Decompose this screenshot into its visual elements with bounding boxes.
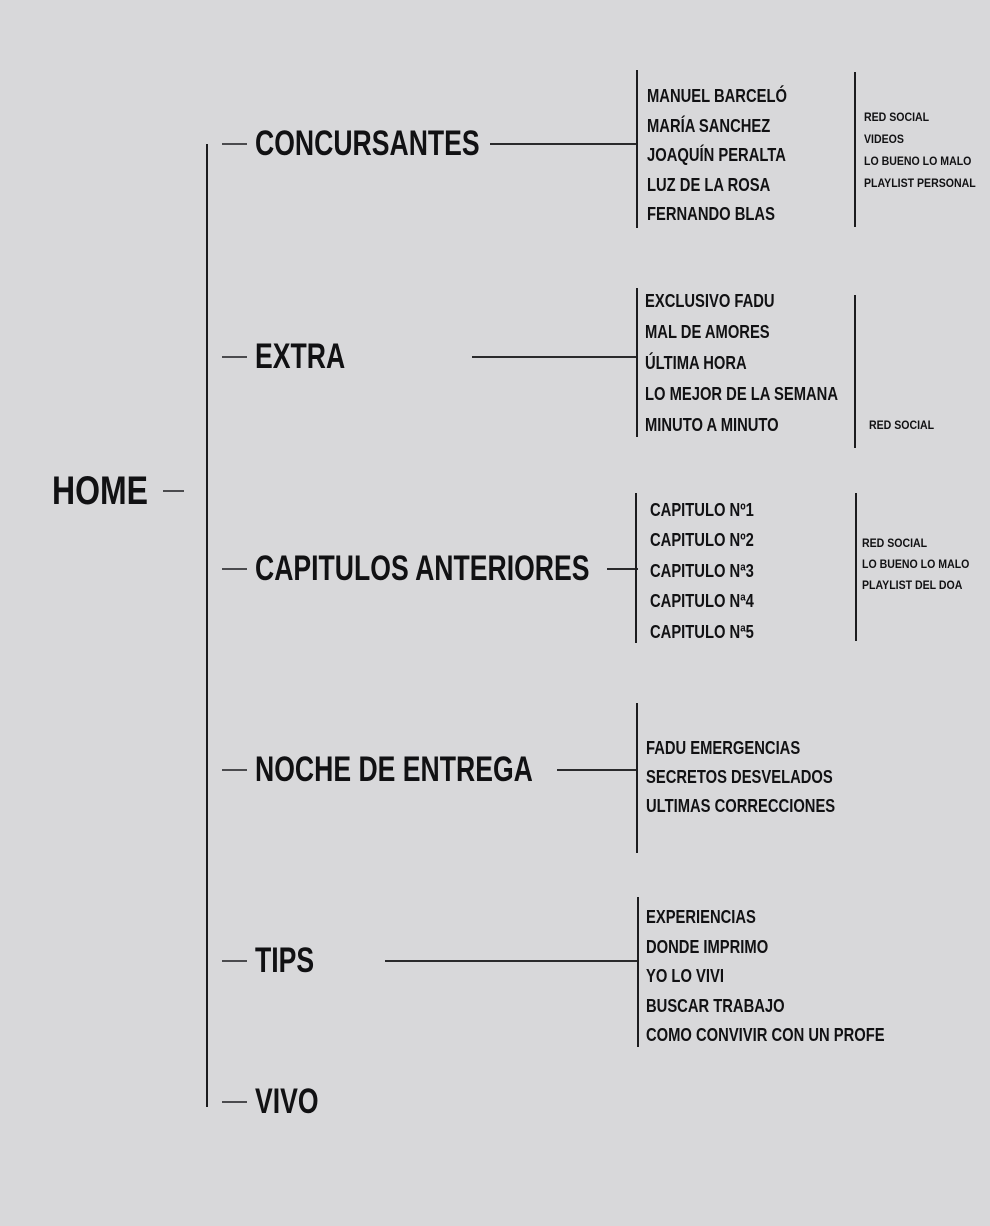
subitem: MARÍA SANCHEZ bbox=[647, 115, 771, 136]
side-spine-concursantes bbox=[854, 72, 856, 227]
subitem: CAPITULO Nª5 bbox=[650, 621, 754, 642]
side-item: LO BUENO LO MALO bbox=[864, 154, 972, 168]
subitem-list-capitulos-anteriores bbox=[650, 495, 754, 648]
subitem: YO LO VIVI bbox=[646, 966, 724, 986]
branch-label-vivo: VIVO bbox=[255, 1082, 319, 1121]
subtree-spine-concursantes bbox=[636, 70, 638, 228]
subitem: MAL DE AMORES bbox=[645, 321, 770, 342]
subtree-spine-noche-de-entrega bbox=[636, 703, 638, 853]
branch-dash-tips bbox=[222, 960, 247, 962]
branch-label-concursantes: CONCURSANTES bbox=[255, 124, 480, 163]
connector-line-noche-de-entrega bbox=[557, 769, 637, 771]
home-connector-dash bbox=[163, 490, 184, 492]
side-item-list-capitulos-anteriores bbox=[862, 533, 969, 596]
subitem: MINUTO A MINUTO bbox=[645, 414, 779, 435]
subitem: EXCLUSIVO FADU bbox=[645, 290, 775, 311]
side-item-list-concursantes bbox=[864, 106, 976, 194]
side-item: RED SOCIAL bbox=[862, 535, 928, 550]
subitem: CAPITULO Nº2 bbox=[650, 530, 754, 550]
side-item: RED SOCIAL bbox=[864, 110, 930, 124]
branch-dash-vivo bbox=[222, 1101, 247, 1103]
main-spine-line bbox=[206, 144, 208, 1107]
subitem-list-tips bbox=[646, 903, 885, 1051]
subitem: SECRETOS DESVELADOS bbox=[646, 766, 833, 787]
side-item-list-extra bbox=[869, 414, 934, 436]
branch-label-noche-de-entrega: NOCHE DE ENTREGA bbox=[255, 750, 533, 789]
branch-label-extra: EXTRA bbox=[255, 337, 346, 376]
side-item: PLAYLIST PERSONAL bbox=[864, 176, 976, 190]
side-item: LO BUENO LO MALO bbox=[862, 556, 970, 571]
branch-dash-concursantes bbox=[222, 143, 247, 145]
subitem: ÚLTIMA HORA bbox=[645, 352, 747, 373]
branch-label-tips: TIPS bbox=[255, 941, 315, 980]
side-spine-capitulos-anteriores bbox=[855, 493, 857, 641]
subtree-spine-capitulos-anteriores bbox=[635, 493, 637, 643]
subitem: EXPERIENCIAS bbox=[646, 907, 756, 927]
subitem: FERNANDO BLAS bbox=[647, 204, 775, 224]
subitem: DONDE IMPRIMO bbox=[646, 936, 769, 957]
subitem: CAPITULO Nª3 bbox=[650, 560, 754, 581]
connector-line-concursantes bbox=[490, 143, 637, 145]
side-item: RED SOCIAL bbox=[869, 418, 935, 432]
branch-dash-extra bbox=[222, 356, 247, 358]
subitem-list-concursantes bbox=[647, 82, 787, 230]
subitem: JOAQUÍN PERALTA bbox=[647, 145, 786, 165]
subitem: ULTIMAS CORRECCIONES bbox=[646, 795, 836, 816]
side-spine-extra bbox=[854, 295, 856, 448]
subitem: BUSCAR TRABAJO bbox=[646, 995, 785, 1016]
home-node-label: HOME bbox=[52, 469, 148, 513]
subitem: LO MEJOR DE LA SEMANA bbox=[645, 383, 838, 404]
subitem: COMO CONVIVIR CON UN PROFE bbox=[646, 1025, 885, 1045]
subitem-list-extra bbox=[645, 286, 838, 441]
subitem: CAPITULO Nº1 bbox=[650, 499, 754, 520]
branch-dash-capitulos-anteriores bbox=[222, 568, 247, 570]
subitem: LUZ DE LA ROSA bbox=[647, 174, 771, 195]
connector-line-capitulos-anteriores bbox=[607, 568, 638, 570]
branch-label-capitulos-anteriores: CAPITULOS ANTERIORES bbox=[255, 549, 590, 588]
subtree-spine-tips bbox=[637, 897, 639, 1047]
side-item: PLAYLIST DEL DOA bbox=[862, 577, 963, 592]
subitem: MANUEL BARCELÓ bbox=[647, 86, 787, 106]
subtree-spine-extra bbox=[636, 288, 638, 437]
subitem-list-noche-de-entrega bbox=[646, 734, 835, 821]
branch-dash-noche-de-entrega bbox=[222, 769, 247, 771]
side-item: VIDEOS bbox=[864, 132, 904, 146]
subitem: CAPITULO Nª4 bbox=[650, 591, 754, 611]
connector-line-extra bbox=[472, 356, 637, 358]
subitem: FADU EMERGENCIAS bbox=[646, 737, 801, 758]
connector-line-tips bbox=[385, 960, 637, 962]
